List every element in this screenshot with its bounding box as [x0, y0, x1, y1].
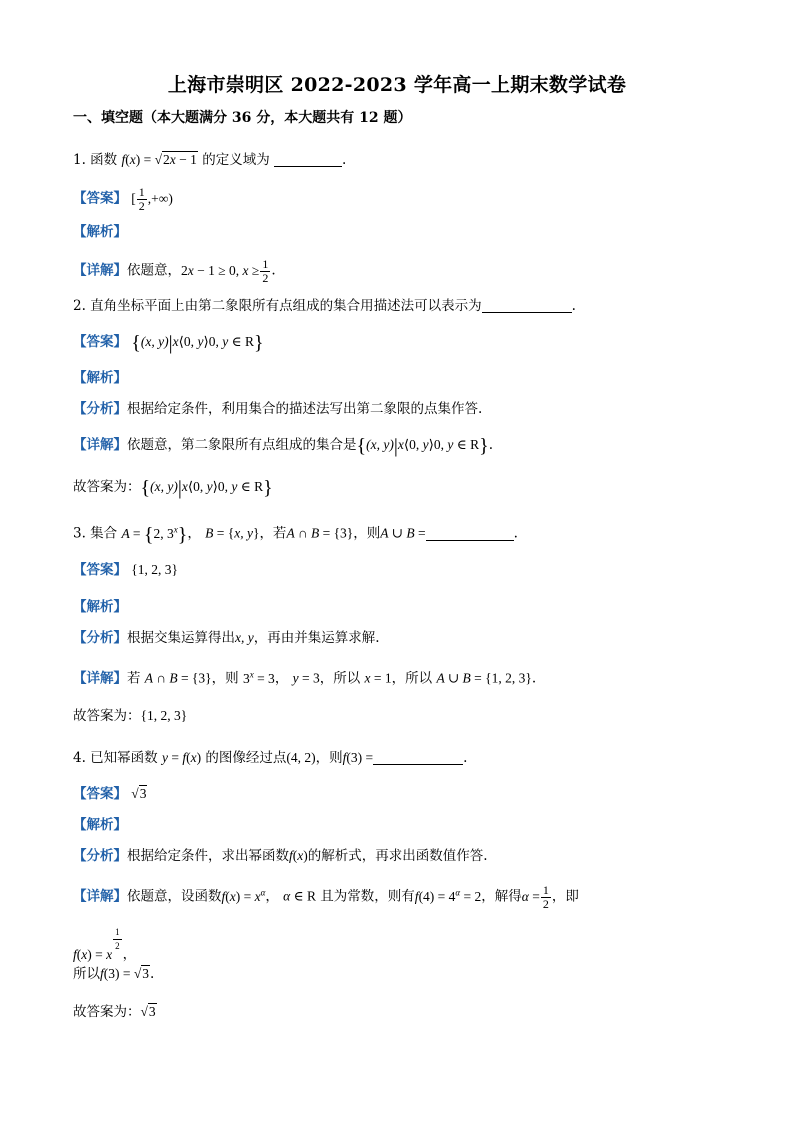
q4-detail-d: $f(4) = 4^\alpha = 2$: [414, 887, 482, 904]
q3-detail-2: ，则: [211, 670, 239, 687]
q4-detail: 【详解】依题意，设函数$f(x) = x^\alpha$， α ∈ R 且为常数，则有$f(4) = 4^\alpha = 2$，解得α = $\frac{1}{2}$ ，即: [73, 882, 579, 911]
q1-analysis: [73, 222, 127, 242]
q3-final-math: {1, 2, 3}: [140, 708, 188, 723]
question-1: 1. 函数 f(x) = √2x − 1 的定义域为 .: [73, 152, 347, 168]
q4-fenxi: [73, 846, 488, 866]
q3-detail-6: x = 1: [364, 670, 392, 686]
detail-label: 【详解】: [73, 888, 127, 905]
q3-detail-7: ，所以: [391, 670, 433, 687]
q3-detail-4: y = 3: [292, 670, 320, 686]
q3-fenxi-post: ，再由并集运算求解.: [253, 630, 380, 646]
q3-analysis: [73, 597, 127, 617]
q1-answer: [ $\frac{1}{2}$ ,+∞): [131, 185, 173, 213]
q1-detail: 【详解】依题意，2x − 1 ≥ 0, x ≥ $\frac{1}{2}$ .: [73, 257, 276, 285]
fenxi-label: 【分析】: [73, 848, 127, 864]
q4-fenxi-post: 的解析式，再求出函数值作答.: [307, 848, 488, 864]
q3-final: [73, 706, 187, 726]
page-title: 上海市崇明区 2022-2023 学年高一上期末数学试卷: [167, 74, 627, 96]
q2-detail: 【详解】依题意，第二象限所有点组成的集合是{(x, y)|x⟨0, y⟩0, y ∈ R}.: [73, 435, 494, 457]
detail-label: 【详解】: [73, 437, 127, 453]
q2-answer: {(x, y)|x⟨0, y⟩0, y ∈ R}: [131, 332, 264, 354]
q4-line3-math: f(3) = √3: [100, 966, 150, 981]
question-2: 2. 直角坐标平面上由第二象限所有点组成的集合用描述法可以表示为 .: [73, 298, 576, 314]
answer-blank: [426, 526, 514, 541]
q4-answer-line: [73, 784, 147, 804]
q3-stem-pre: 3. 集合: [73, 525, 118, 542]
q1-function: f(x) = √2x − 1: [121, 152, 197, 167]
q2-detail-math: {(x, y)|x⟨0, y⟩0, y ∈ R}: [356, 435, 489, 457]
q4-detail-a: $f(x) = x^\alpha$: [221, 887, 266, 904]
q3-detail-1: A ∩ B = {3}: [144, 670, 212, 686]
q4-line2-math: f(x) = x $^{\frac{1}{2}}$: [73, 927, 120, 962]
q3-cond: A ∩ B = {3}: [286, 525, 354, 541]
q4-analysis: [73, 815, 127, 835]
answer-blank: [373, 750, 463, 765]
q4-line3-pre: 所以: [73, 966, 100, 982]
answer-blank: [482, 298, 572, 313]
question-3: 3. 集合 A = {2, 3$^x$}， B = {x, y}，若A ∩ B = {3}，则A ∪ B = .: [73, 523, 518, 546]
answer-blank: [274, 152, 342, 167]
answer-label: 【答案】: [73, 334, 127, 350]
q4-fenxi-pre: 根据给定条件，求出幂函数: [127, 848, 289, 864]
answer-label: 【答案】: [73, 786, 127, 802]
q2-final: [73, 477, 273, 498]
q1-stem-pre: 1. 函数: [73, 152, 118, 168]
q4-detail-c: 且为常数，则有: [320, 888, 415, 905]
q2-final-math: {(x, y)|x⟨0, y⟩0, y ∈ R}: [140, 477, 273, 499]
detail-label: 【详解】: [73, 262, 127, 279]
q3-set-b: B = {x, y}: [205, 525, 260, 541]
q4-point: (4, 2): [286, 750, 316, 765]
detail-label: 【详解】: [73, 670, 127, 687]
analysis-label: 【解析】: [73, 599, 127, 615]
q4-detail-pre: 依题意，设函数: [127, 888, 222, 905]
q3-ask-pre: ，则: [353, 525, 381, 542]
q4-detail-g: ，即: [551, 888, 579, 905]
q4-stem-pre: 4. 已知幂函数: [73, 750, 158, 766]
q3-fenxi: [73, 628, 380, 648]
q2-fenxi: [73, 399, 482, 419]
q4-final-math: √3: [140, 1004, 156, 1019]
q4-line3: 所以f(3) = √3.: [73, 966, 155, 982]
q4-stem-mid: 的图像经过点: [205, 750, 287, 766]
q3-detail-5: ，所以: [319, 670, 361, 687]
q3-detail-8: A ∪ B = {1, 2, 3}: [436, 670, 532, 686]
q4-ask: f(3) =: [342, 750, 374, 765]
analysis-label: 【解析】: [73, 817, 127, 833]
q3-fenxi-pre: 根据交集运算得出: [127, 630, 235, 646]
q4-fenxi-func: f(x): [289, 848, 308, 863]
q4-line2: f(x) = x $^{\frac{1}{2}}$ ，: [73, 927, 137, 963]
q2-detail-text: 依题意，第二象限所有点组成的集合是: [127, 437, 357, 453]
q3-detail-pre: 若: [127, 670, 141, 687]
q4-func: y = f(x): [161, 750, 202, 765]
q2-fenxi-text: 根据给定条件，利用集合的描述法写出第二象限的点集作答.: [127, 401, 483, 417]
q3-answer: {1, 2, 3}: [131, 562, 179, 577]
fenxi-label: 【分析】: [73, 401, 127, 417]
analysis-label: 【解析】: [73, 370, 127, 386]
q4-detail-e: ，解得: [481, 888, 522, 905]
section-heading: 一、填空题（本大题满分 36 分，本大题共有 12 题）: [73, 110, 412, 126]
q2-stem: 2. 直角坐标平面上由第二象限所有点组成的集合用描述法可以表示为: [73, 298, 482, 314]
q3-fenxi-vars: x, y: [235, 630, 254, 645]
q3-cond-pre: ，若: [259, 525, 287, 542]
q4-detail-b: α ∈ R: [283, 888, 316, 904]
question-4: 4. 已知幂函数 y = f(x) 的图像经过点(4, 2)，则f(3) = .: [73, 750, 468, 766]
q3-detail: 【详解】若 A ∩ B = {3}，则 3$^x$ = 3， y = 3，所以 x = 1，所以 A ∪ B = {1, 2, 3}.: [73, 669, 537, 687]
q3-detail-3: 3$^x$ = 3: [242, 669, 275, 686]
q4-answer: √3: [131, 786, 147, 801]
q3-set-a: A = {2, 3$^x$}: [121, 523, 188, 546]
final-answer-label: 故答案为：: [73, 708, 141, 724]
final-answer-label: 故答案为：: [73, 1004, 141, 1020]
q1-stem-post: 的定义域为: [202, 152, 270, 168]
q4-final: [73, 1002, 157, 1022]
q1-answer-line: [73, 186, 173, 213]
q1-detail-text: 依题意，: [127, 262, 181, 279]
q4-detail-f: α = $\frac{1}{2}$: [521, 882, 549, 911]
q1-detail-math: 2x − 1 ≥ 0, x ≥ $\frac{1}{2}$: [181, 257, 269, 285]
q4-stem-ask: ，则: [315, 750, 343, 766]
answer-label: 【答案】: [73, 190, 127, 207]
q2-answer-line: [73, 332, 264, 353]
answer-label: 【答案】: [73, 562, 127, 578]
q3-ask: A ∪ B =: [380, 525, 426, 541]
final-answer-label: 故答案为：: [73, 479, 141, 495]
fenxi-label: 【分析】: [73, 630, 127, 646]
q2-analysis: [73, 368, 127, 388]
q3-answer-line: [73, 560, 178, 580]
analysis-label: 【解析】: [73, 224, 127, 240]
